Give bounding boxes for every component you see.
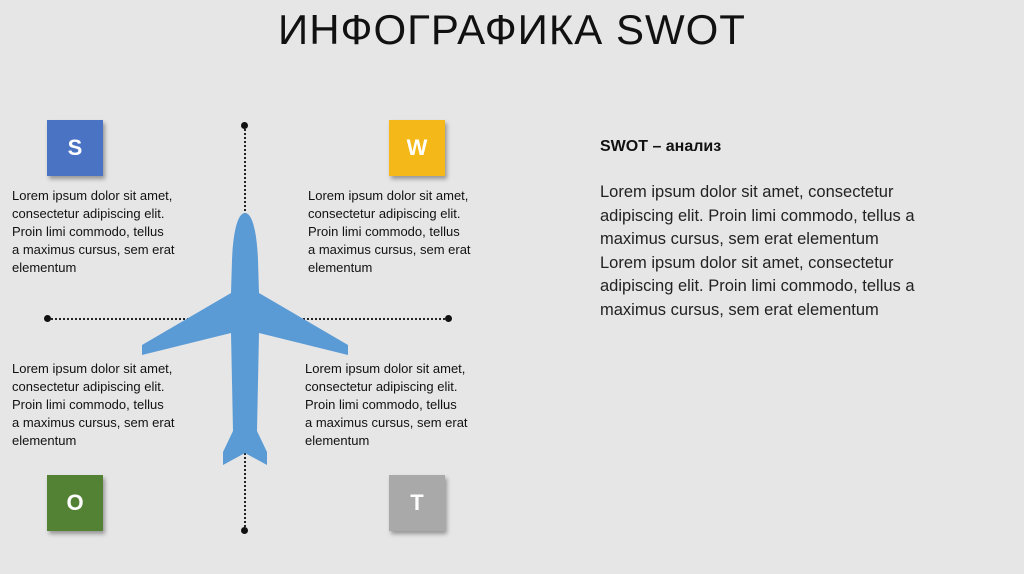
side-body-line: Lorem ipsum dolor sit amet, consectetur: [600, 253, 894, 272]
s-text-line: Proin limi commodo, tellus: [12, 224, 164, 239]
w-letter: W: [406, 135, 428, 160]
t-text-line: Proin limi commodo, tellus: [305, 397, 457, 412]
axis-dot-bottom: [241, 527, 248, 534]
o-letter: O: [66, 490, 84, 515]
o-text-line: elementum: [12, 433, 77, 448]
t-text-line: a maximus cursus, sem erat: [305, 415, 468, 430]
side-body-line: adipiscing elit. Proin limi commodo, tellus a: [600, 206, 915, 225]
s-letter: S: [67, 135, 83, 160]
w-text-line: Lorem ipsum dolor sit amet,: [308, 188, 469, 203]
side-body-line: maximus cursus, sem erat elementum: [600, 300, 879, 319]
s-square: [47, 120, 103, 176]
t-square: [389, 475, 445, 531]
t-text: [305, 360, 505, 450]
t-text-line: elementum: [305, 433, 370, 448]
w-square: [389, 120, 445, 176]
w-text: [308, 187, 508, 277]
axis-dot-right: [445, 315, 452, 322]
w-text-line: consectetur adipiscing elit.: [308, 206, 461, 221]
side-body: [600, 181, 1000, 322]
t-text-line: consectetur adipiscing elit.: [305, 379, 458, 394]
w-text-line: a maximus cursus, sem erat: [308, 242, 471, 257]
side-body-line: maximus cursus, sem erat elementum: [600, 230, 879, 248]
o-text-line: Lorem ipsum dolor sit amet,: [12, 361, 173, 376]
o-text-line: Proin limi commodo, tellus: [12, 397, 164, 412]
page-title: ИНФОГРАФИКА SWOT: [278, 6, 746, 53]
o-text-line: a maximus cursus, sem erat: [12, 415, 175, 430]
t-letter: T: [410, 490, 424, 515]
s-text-line: consectetur adipiscing elit.: [12, 206, 165, 221]
side-body-line: adipiscing elit. Proin limi commodo, tellus a: [600, 277, 915, 295]
t-text-line: Lorem ipsum dolor sit amet,: [305, 361, 466, 376]
o-text-line: consectetur adipiscing elit.: [12, 379, 165, 394]
o-square: [47, 475, 103, 531]
side-body-line: Lorem ipsum dolor sit amet, consectetur: [600, 183, 894, 201]
s-text-line: a maximus cursus, sem erat: [12, 242, 175, 257]
w-text-line: Proin limi commodo, tellus: [308, 224, 460, 239]
o-text: [12, 360, 212, 450]
s-text: [12, 187, 212, 277]
s-text-line: Lorem ipsum dolor sit amet,: [12, 188, 173, 203]
s-text-line: elementum: [12, 260, 77, 275]
side-heading: SWOT – анализ: [600, 138, 722, 155]
axis-dot-left: [44, 315, 51, 322]
w-text-line: elementum: [308, 260, 373, 275]
axis-dot-top: [241, 122, 248, 129]
